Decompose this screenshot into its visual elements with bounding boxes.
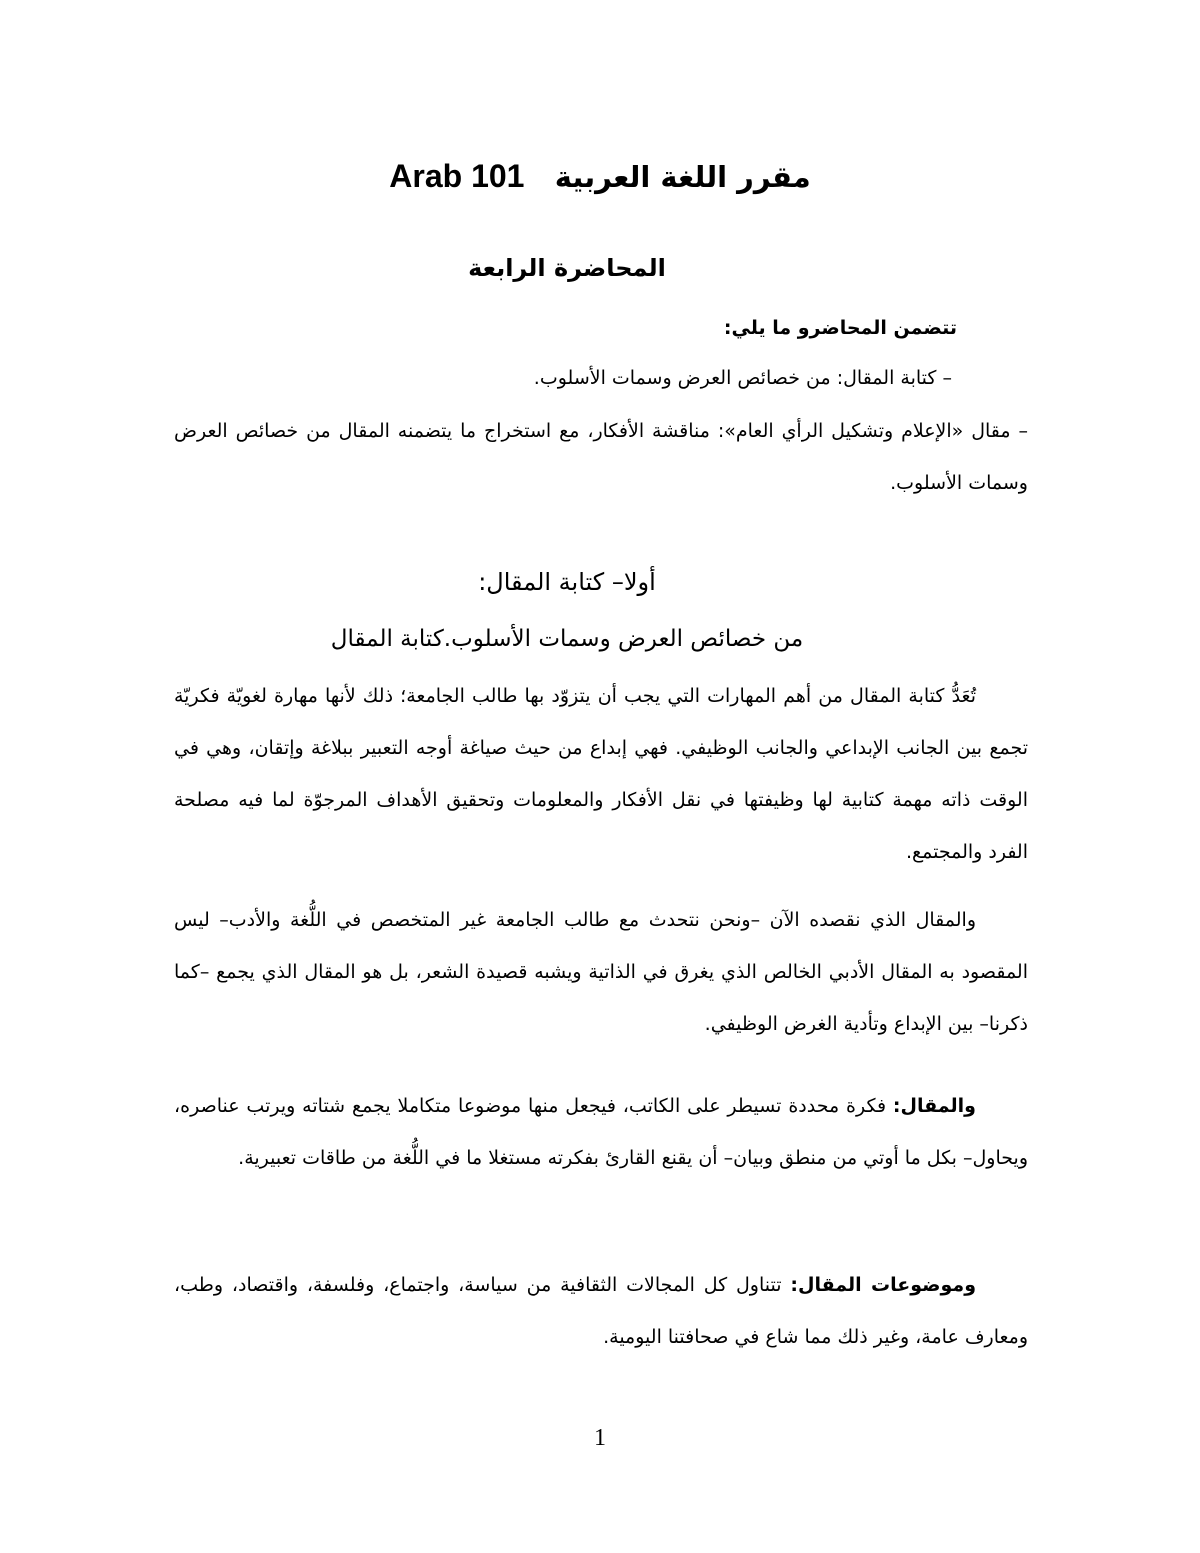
paragraph-text: والمقال الذي نقصده الآن –ونحن نتحدث مع طالب الجامعة غير المتخصص في اللُّغة والأدب– ليس المقصود به المقال الأدبي الخالص الذي يغرق في الذاتية ويشبه قصيدة الشعر، بل هو المقال الذي يجمع –كما ذكرنا– بين الإبداع وتأدية الغرض الوظيفي. [174, 909, 1028, 1035]
body-paragraph [174, 670, 1028, 878]
lecture-subtitle: المحاضرة الرابعة [468, 254, 666, 282]
contents-item: – كتابة المقال: من خصائص العرض وسمات الأسلوب. [533, 367, 952, 389]
course-code: Arab 101 [389, 158, 525, 194]
page-title [0, 150, 1200, 203]
body-paragraph [174, 1259, 1028, 1363]
title-arabic: مقرر اللغة العربية [554, 160, 811, 194]
section-subheading: من خصائص العرض وسمات الأسلوب.كتابة المقال [330, 626, 804, 652]
paragraph-text: فكرة محددة تسيطر على الكاتب، فيجعل منها موضوعا متكاملا يجمع شتاته ويرتب عناصره، ويحاول– بكل ما أوتي من منطق وبيان– أن يقنع القارئ بفكرته مستغلا ما في اللُّغة من طاقات تعبيرية. [174, 1095, 1028, 1169]
paragraph-text: تتناول كل المجالات الثقافية من سياسة، واجتماع، وفلسفة، واقتصاد، وطب، ومعارف عامة، وغير ذلك مما شاع في صحافتنا اليومية. [174, 1274, 1028, 1348]
contents-item: – مقال «الإعلام وتشكيل الرأي العام»: مناقشة الأفكار، مع استخراج ما يتضمنه المقال من خصائص العرض وسمات الأسلوب. [174, 420, 1028, 494]
paragraph-text: تُعَدُّ كتابة المقال من أهم المهارات التي يجب أن يتزوّد بها طالب الجامعة؛ ذلك لأنها مهارة لغويّة فكريّة تجمع بين الجانب الإبداعي والجانب الوظيفي. فهي إبداع من حيث صياغة أوجه التعبير ببلاغة وإتقان، وهي في الوقت ذاته مهمة كتابية لها وظيفتها في نقل الأفكار والمعلومات وتحقيق الأهداف المرجوّة لما فيه مصلحة الفرد والمجتمع. [174, 685, 1028, 863]
body-paragraph [174, 894, 1028, 1050]
paragraph-term: والمقال: [892, 1095, 976, 1117]
page-number: 1 [594, 1425, 606, 1451]
contents-heading: تتضمن المحاضرو ما يلي: [723, 317, 957, 339]
section-heading: أولا– كتابة المقال: [478, 568, 656, 596]
paragraph-term: وموضوعات المقال: [790, 1274, 976, 1296]
body-paragraph [174, 1080, 1028, 1184]
